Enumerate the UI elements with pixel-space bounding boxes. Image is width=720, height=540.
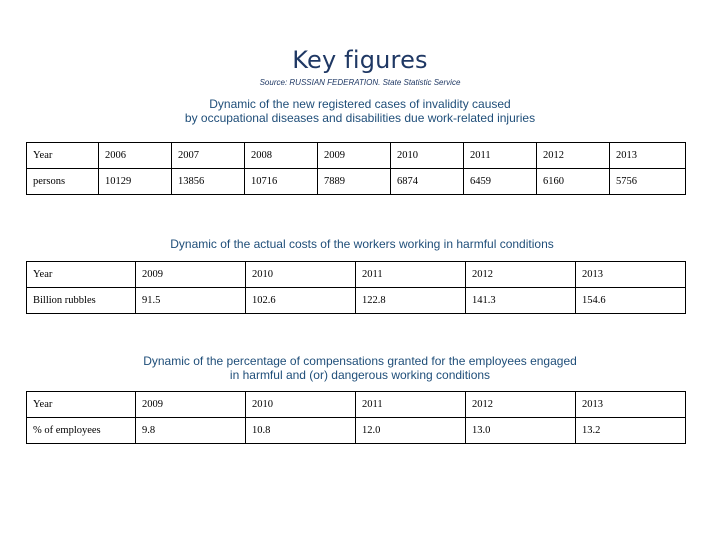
table-cell: 91.5 (136, 288, 246, 314)
table-cell: Year (27, 143, 99, 169)
table-cell: 5756 (610, 169, 686, 195)
table-cell: 2009 (136, 262, 246, 288)
table-cell: 122.8 (356, 288, 466, 314)
table-cell: 2009 (136, 392, 246, 418)
table-cell: 12.0 (356, 418, 466, 444)
table-cell: % of employees (27, 418, 136, 444)
costs-caption-line-1: Dynamic of the actual costs of the workers working in harmful conditions (170, 237, 554, 251)
table-cell: Year (27, 262, 136, 288)
table-cell: 2010 (391, 143, 464, 169)
compensations-caption (0, 354, 720, 382)
table-cell: 141.3 (466, 288, 576, 314)
table-cell: 102.6 (246, 288, 356, 314)
table-row (27, 169, 686, 195)
table-cell: 7889 (318, 169, 391, 195)
costs-table (26, 261, 686, 314)
table-cell: 154.6 (576, 288, 686, 314)
table-cell: 9.8 (136, 418, 246, 444)
table-cell: 6459 (464, 169, 537, 195)
table-cell: 2013 (576, 262, 686, 288)
table-cell: 2007 (172, 143, 245, 169)
table-cell: 2011 (356, 392, 466, 418)
compensations-caption-line-2: in harmful and (or) dangerous working conditions (229, 368, 491, 382)
table-cell: 10716 (245, 169, 318, 195)
table-cell: persons (27, 169, 99, 195)
table-cell: 2009 (318, 143, 391, 169)
table-row (27, 288, 686, 314)
invalidity-table (26, 142, 686, 195)
table-cell: Year (27, 392, 136, 418)
costs-caption (0, 237, 720, 251)
table-cell: 2012 (537, 143, 610, 169)
table-cell: 2011 (464, 143, 537, 169)
table-cell: 2010 (246, 262, 356, 288)
table-cell: 2010 (246, 392, 356, 418)
page-title: Key figures (292, 46, 428, 74)
compensations-table (26, 391, 686, 444)
table-cell: 2012 (466, 392, 576, 418)
invalidity-caption-line-2: by occupational diseases and disabilities due work-related injuries (184, 111, 536, 125)
compensations-caption-line-1: Dynamic of the percentage of compensations granted for the employees engaged (143, 354, 577, 368)
invalidity-caption-line-1: Dynamic of the new registered cases of invalidity caused (209, 97, 511, 111)
table-row (27, 418, 686, 444)
table-cell: 13.0 (466, 418, 576, 444)
table-cell: 10.8 (246, 418, 356, 444)
table-header-row (27, 262, 686, 288)
invalidity-caption (0, 97, 720, 125)
table-cell: 2013 (610, 143, 686, 169)
table-cell: 2011 (356, 262, 466, 288)
table-cell: 6874 (391, 169, 464, 195)
table-cell: 2006 (99, 143, 172, 169)
source-note: Source: RUSSIAN FEDERATION. State Statistic Service (259, 78, 461, 87)
table-cell: Billion rubbles (27, 288, 136, 314)
table-cell: 2013 (576, 392, 686, 418)
table-header-row (27, 392, 686, 418)
table-cell: 2008 (245, 143, 318, 169)
table-cell: 13.2 (576, 418, 686, 444)
table-cell: 13856 (172, 169, 245, 195)
table-cell: 2012 (466, 262, 576, 288)
table-header-row (27, 143, 686, 169)
table-cell: 6160 (537, 169, 610, 195)
table-cell: 10129 (99, 169, 172, 195)
